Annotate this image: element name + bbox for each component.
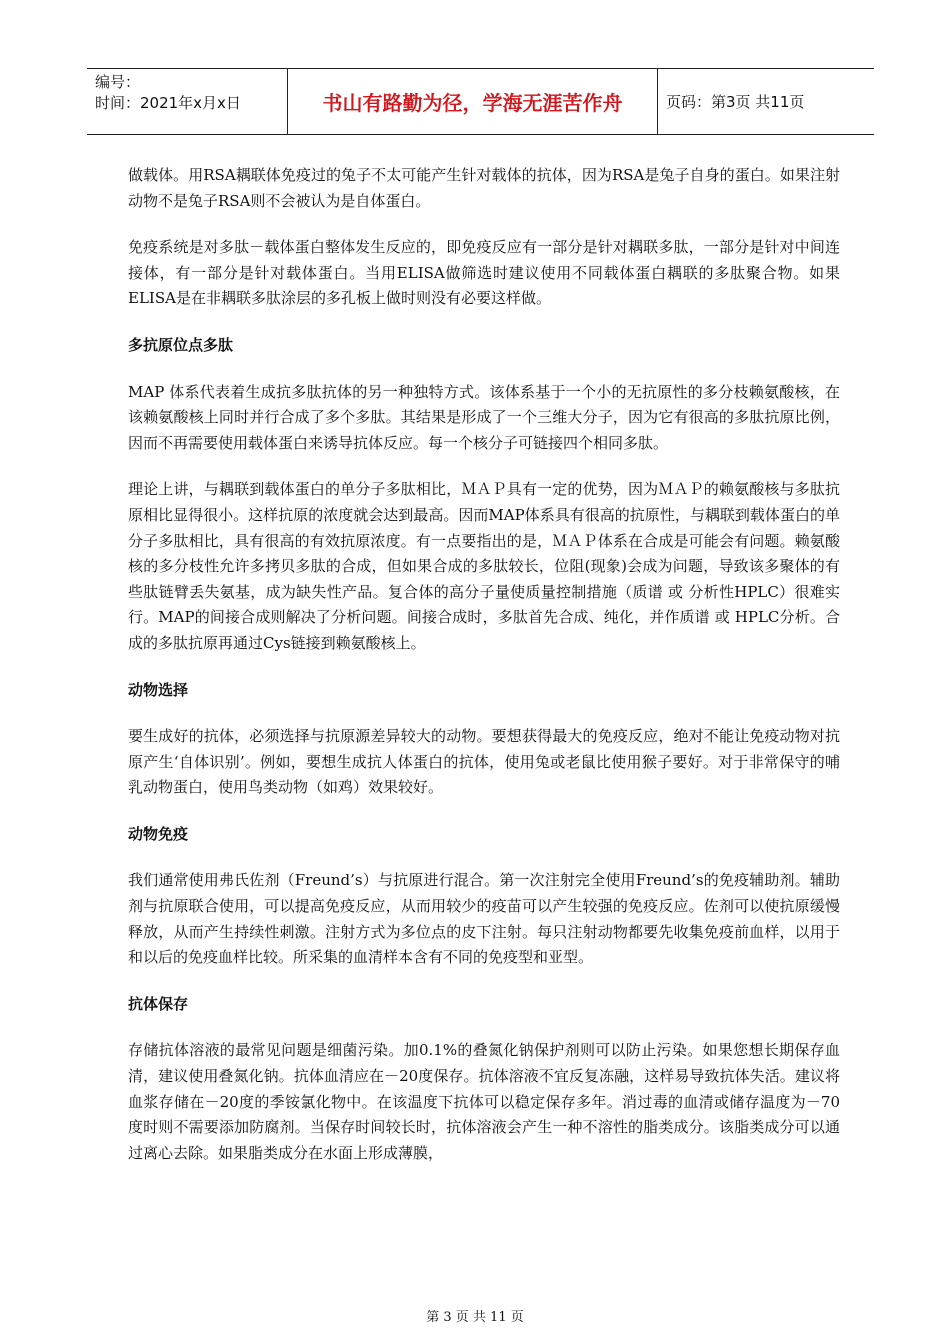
paragraph: MAP 体系代表着生成抗多肽抗体的另一种独特方式。该体系基于一个小的无抗原性的多分枝赖氨酸核，在该赖氨酸核上同时并行合成了多个多肽。其结果是形成了一个三维大分子，因为它有很高的多肽抗原比例，因而不再需要使用载体蛋白来诱导抗体反应。每一个核分子可链接四个相同多肽。 [128,382,840,452]
section-heading: 动物免疫 [128,824,189,843]
document-body [128,163,840,1187]
page-header [87,68,874,135]
page-footer: 第 3 页 共 11 页 [426,1310,524,1325]
paragraph: 做载体。用RSA耦联体免疫过的兔子不太可能产生针对载体的抗体，因为RSA是兔子自身的蛋白。如果注射动物不是兔子RSA则不会被认为是自体蛋白。 [128,166,840,210]
paragraph: 存储抗体溶液的最常见问题是细菌污染。加0.1%的叠氮化钠保护剂则可以防止污染。如果您想长期保存血清，建议使用叠氮化钠。抗体血清应在－20度保存。抗体溶液不宜反复冻融，这样易导致抗体失活。建议将血浆存储在－20度的季铵氯化物中。在该温度下抗体可以稳定保存多年。消过毒的血清或储存温度为－70度时则不需要添加防腐剂。当保存时间较长时，抗体溶液会产生一种不溶性的脂类成分。该脂类成分可以通过离心去除。如果脂类成分在水面上形成薄膜， [128,1041,840,1162]
header-page-number: 页码：第3页 共11页 [666,93,805,111]
section-heading: 抗体保存 [128,994,189,1013]
paragraph: 我们通常使用弗氏佐剂（Freund’s）与抗原进行混合。第一次注射完全使用Freund’s的免疫辅助剂。辅助剂与抗原联合使用，可以提高免疫反应，从而用较少的疫苗可以产生较强的免疫反应。佐剂可以使抗原缓慢释放，从而产生持续性刺激。注射方式为多位点的皮下注射。每只注射动物都要先收集免疫前血样，以用于和以后的免疫血样比较。所采集的血清样本含有不同的免疫型和亚型。 [128,871,840,967]
section-heading: 多抗原位点多肽 [128,335,234,354]
paragraph: 要生成好的抗体，必须选择与抗原源差异较大的动物。要想获得最大的免疫反应，绝对不能让免疫动物对抗原产生‘自体识别’。例如，要想生成抗人体蛋白的抗体，使用兔或老鼠比使用猴子要好。对于非常保守的哺乳动物蛋白，使用鸟类动物（如鸡）效果较好。 [128,727,840,797]
paragraph: 理论上讲，与耦联到载体蛋白的单分子多肽相比，ＭＡＰ具有一定的优势，因为ＭＡＰ的赖氨酸核与多肽抗原相比显得很小。这样抗原的浓度就会达到最高。因而MAP体系具有很高的抗原性，与耦联到载体蛋白的单分子多肽相比，具有很高的有效抗原浓度。有一点要指出的是，ＭＡＰ体系在合成是可能会有问题。赖氨酸核的多分枝性允许多拷贝多肽的合成，但如果合成的多肽较长，位阻(现象)会成为问题，导致该多聚体的有些肽链臂丢失氨基，成为缺失性产品。复合体的高分子量使质量控制措施（质谱 或 分析性HPLC）很难实行。MAP的间接合成则解决了分析问题。间接合成时，多肽首先合成、纯化，并作质谱 或 HPLC分析。合成的多肽抗原再通过Cys链接到赖氨酸核上。 [128,480,840,652]
header-motto: 书山有路勤为径，学海无涯苦作舟 [287,69,658,134]
header-meta [87,69,287,134]
document-number-label: 编号： [95,73,141,91]
document-date-label: 时间：2021年x月x日 [95,94,241,112]
paragraph: 免疫系统是对多肽－载体蛋白整体发生反应的，即免疫反应有一部分是针对耦联多肽，一部分是针对中间连接体，有一部分是针对载体蛋白。当用ELISA做筛选时建议使用不同载体蛋白耦联的多肽聚合物。如果ELISA是在非耦联多肽涂层的多孔板上做时则没有必要这样做。 [128,238,840,308]
section-heading: 动物选择 [128,680,189,699]
